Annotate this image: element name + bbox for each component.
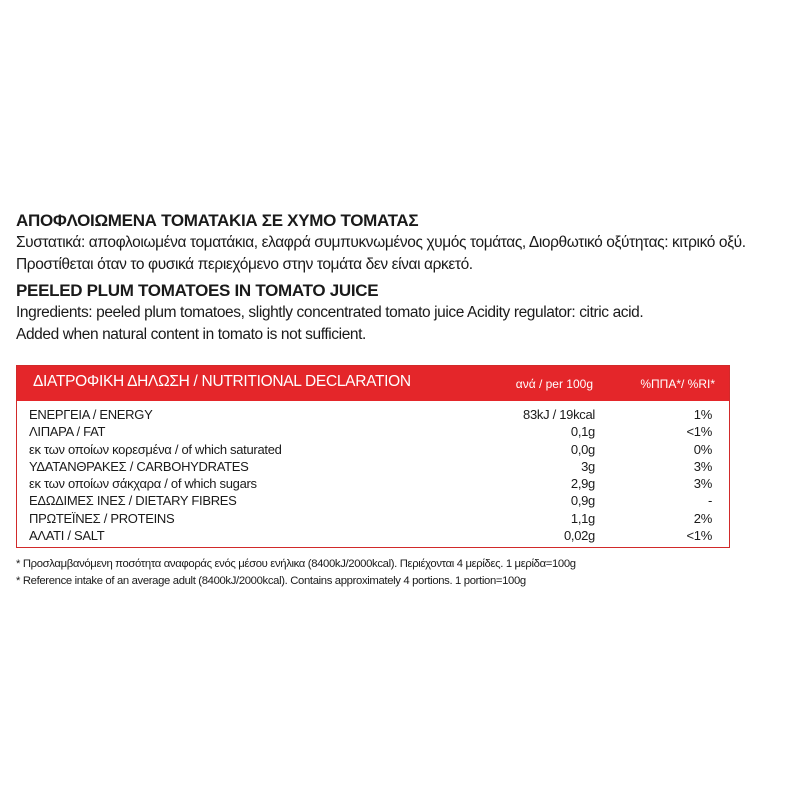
table-row — [17, 493, 729, 510]
nutrient-name: ΛΙΠΑΡΑ / FAT — [29, 424, 106, 440]
nutrition-table — [16, 365, 730, 548]
nutrient-value: 0,02g — [563, 528, 595, 544]
table-row — [17, 511, 729, 528]
nutrient-value: 1,1g — [570, 510, 595, 526]
nutrient-value: 3g — [581, 458, 595, 474]
nutrition-rows — [17, 401, 729, 545]
english-ingredients: Ingredients: peeled plum tomatoes, slightly concentrated tomato juice Acidity regulator: citric acid. — [16, 304, 644, 321]
english-section — [16, 280, 786, 346]
nutrient-name: εκ των οποίων σάκχαρα / of which sugars — [29, 476, 257, 492]
nutrient-ri: 3% — [693, 458, 712, 474]
nutrient-name: ΠΡΩΤΕΪΝΕΣ / PROTEINS — [29, 510, 175, 526]
nutrition-table-header — [17, 366, 729, 401]
footnotes — [16, 556, 776, 589]
nutrient-ri: 3% — [693, 476, 712, 492]
greek-ingredients: Συστατικά: αποφλοιωμένα τοματάκια, ελαφρά συμπυκνωμένος χυμός τομάτας, Διορθωτικό οξύτητας: κιτρικό οξύ. — [16, 234, 746, 251]
greek-section — [16, 210, 786, 276]
header-title: ΔΙΑΤΡΟΦΙΚΗ ΔΗΛΩΣΗ / NUTRITIONAL DECLARATION — [33, 373, 411, 390]
nutrient-value: 0,9g — [570, 493, 595, 509]
nutrient-name: ΑΛΑΤΙ / SALT — [29, 528, 105, 544]
footnote-english: * Reference intake of an average adult (8400kJ/2000kcal). Contains approximately 4 portions. 1 portion=100g — [16, 574, 526, 587]
footnote-greek: * Προσλαμβανόμενη ποσότητα αναφοράς ενός μέσου ενήλικα (8400kJ/2000kcal). Περιέχονται 4 μερίδες. 1 μερίδα=100g — [16, 558, 576, 570]
nutrient-ri: 2% — [693, 510, 712, 526]
nutrient-ri: - — [707, 493, 712, 509]
nutrient-value: 0,1g — [570, 424, 595, 440]
nutrient-value: 0,0g — [570, 441, 595, 457]
table-row — [17, 424, 729, 441]
greek-product-title: ΑΠΟΦΛΟΙΩΜΕΝΑ ΤΟΜΑΤΑΚΙΑ ΣΕ ΧΥΜΟ ΤΟΜΑΤΑΣ — [16, 211, 419, 230]
table-row — [17, 459, 729, 476]
nutrient-ri: <1% — [686, 528, 712, 544]
nutrient-value: 83kJ / 19kcal — [523, 407, 595, 422]
nutrient-ri: 0% — [693, 441, 712, 457]
english-product-title: PEELED PLUM TOMATOES IN TOMATO JUICE — [16, 281, 379, 300]
nutrient-ri: 1% — [693, 407, 712, 422]
nutrient-name: εκ των οποίων κορεσμένα / of which saturated — [29, 441, 282, 457]
nutrient-name: ΥΔΑΤΑΝΘΡΑΚΕΣ / CARBOHYDRATES — [29, 458, 249, 474]
table-row — [17, 407, 729, 424]
greek-note: Προστίθεται όταν το φυσικά περιεχόμενο στην τομάτα δεν είναι αρκετό. — [16, 256, 473, 273]
table-row — [17, 476, 729, 493]
table-row — [17, 528, 729, 545]
table-row — [17, 442, 729, 459]
nutrient-value: 2,9g — [570, 476, 595, 492]
nutrient-name: ΕΔΩΔΙΜΕΣ ΙΝΕΣ / DIETARY FIBRES — [29, 493, 237, 509]
nutrient-name: ΕΝΕΡΓΕΙΑ / ENERGY — [29, 407, 153, 422]
header-reference-intake: %ΠΠΑ*/ %RI* — [640, 377, 715, 391]
english-note: Added when natural content in tomato is not sufficient. — [16, 326, 366, 343]
product-label — [16, 210, 786, 346]
nutrient-ri: <1% — [686, 424, 712, 440]
header-per-100g: ανά / per 100g — [515, 377, 593, 391]
